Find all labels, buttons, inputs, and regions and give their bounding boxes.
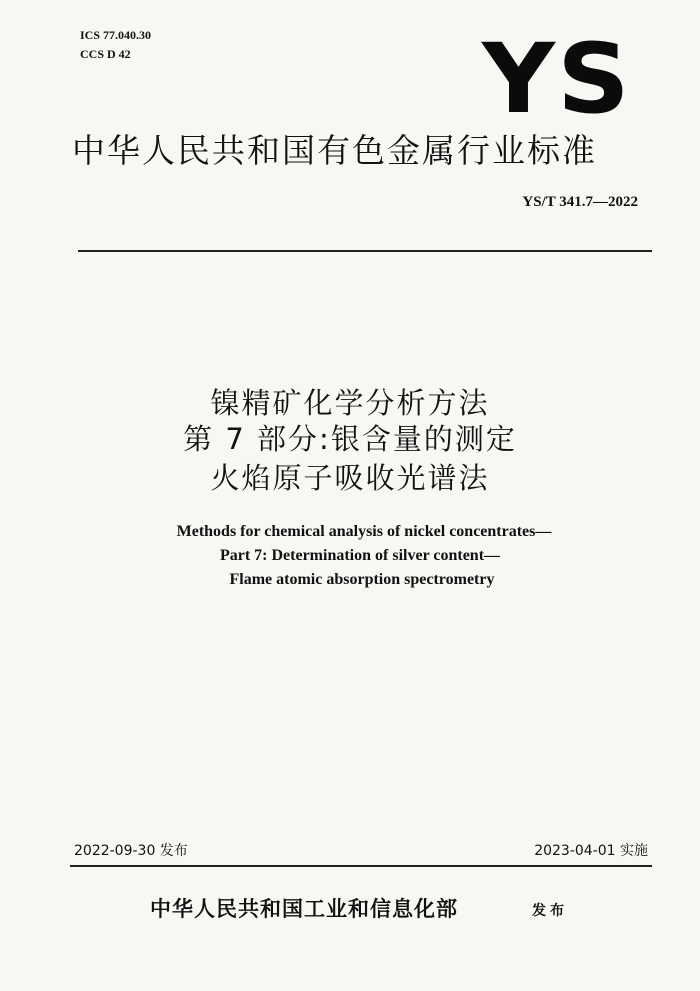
- chinese-title-line-1: 镍精矿化学分析方法: [210, 386, 490, 420]
- issue-date: 2022-09-30 发布: [74, 843, 188, 859]
- implementation-date: 2023-04-01 实施: [534, 843, 648, 859]
- chinese-title-line-2: 第 7 部分:银含量的测定: [183, 422, 517, 456]
- english-title-line-1: Methods for chemical analysis of nickel concentrates—: [176, 523, 552, 540]
- ccs-code: CCS D 42: [80, 47, 131, 61]
- organization-standard-title: 中华人民共和国有色金属行业标准: [72, 131, 597, 170]
- ics-code: ICS 77.040.30: [80, 28, 152, 42]
- standard-number: YS/T 341.7—2022: [522, 194, 638, 210]
- english-title-line-2: Part 7: Determination of silver content—: [219, 547, 501, 564]
- publisher-name: 中华人民共和国工业和信息化部: [150, 896, 458, 921]
- chinese-title-line-3: 火焰原子吸收光谱法: [210, 461, 490, 495]
- publish-label: 发布: [532, 903, 568, 919]
- ys-logo: YS: [482, 23, 632, 135]
- top-divider: [78, 250, 652, 252]
- english-title-line-3: Flame atomic absorption spectrometry: [229, 571, 495, 588]
- bottom-divider: [70, 865, 652, 867]
